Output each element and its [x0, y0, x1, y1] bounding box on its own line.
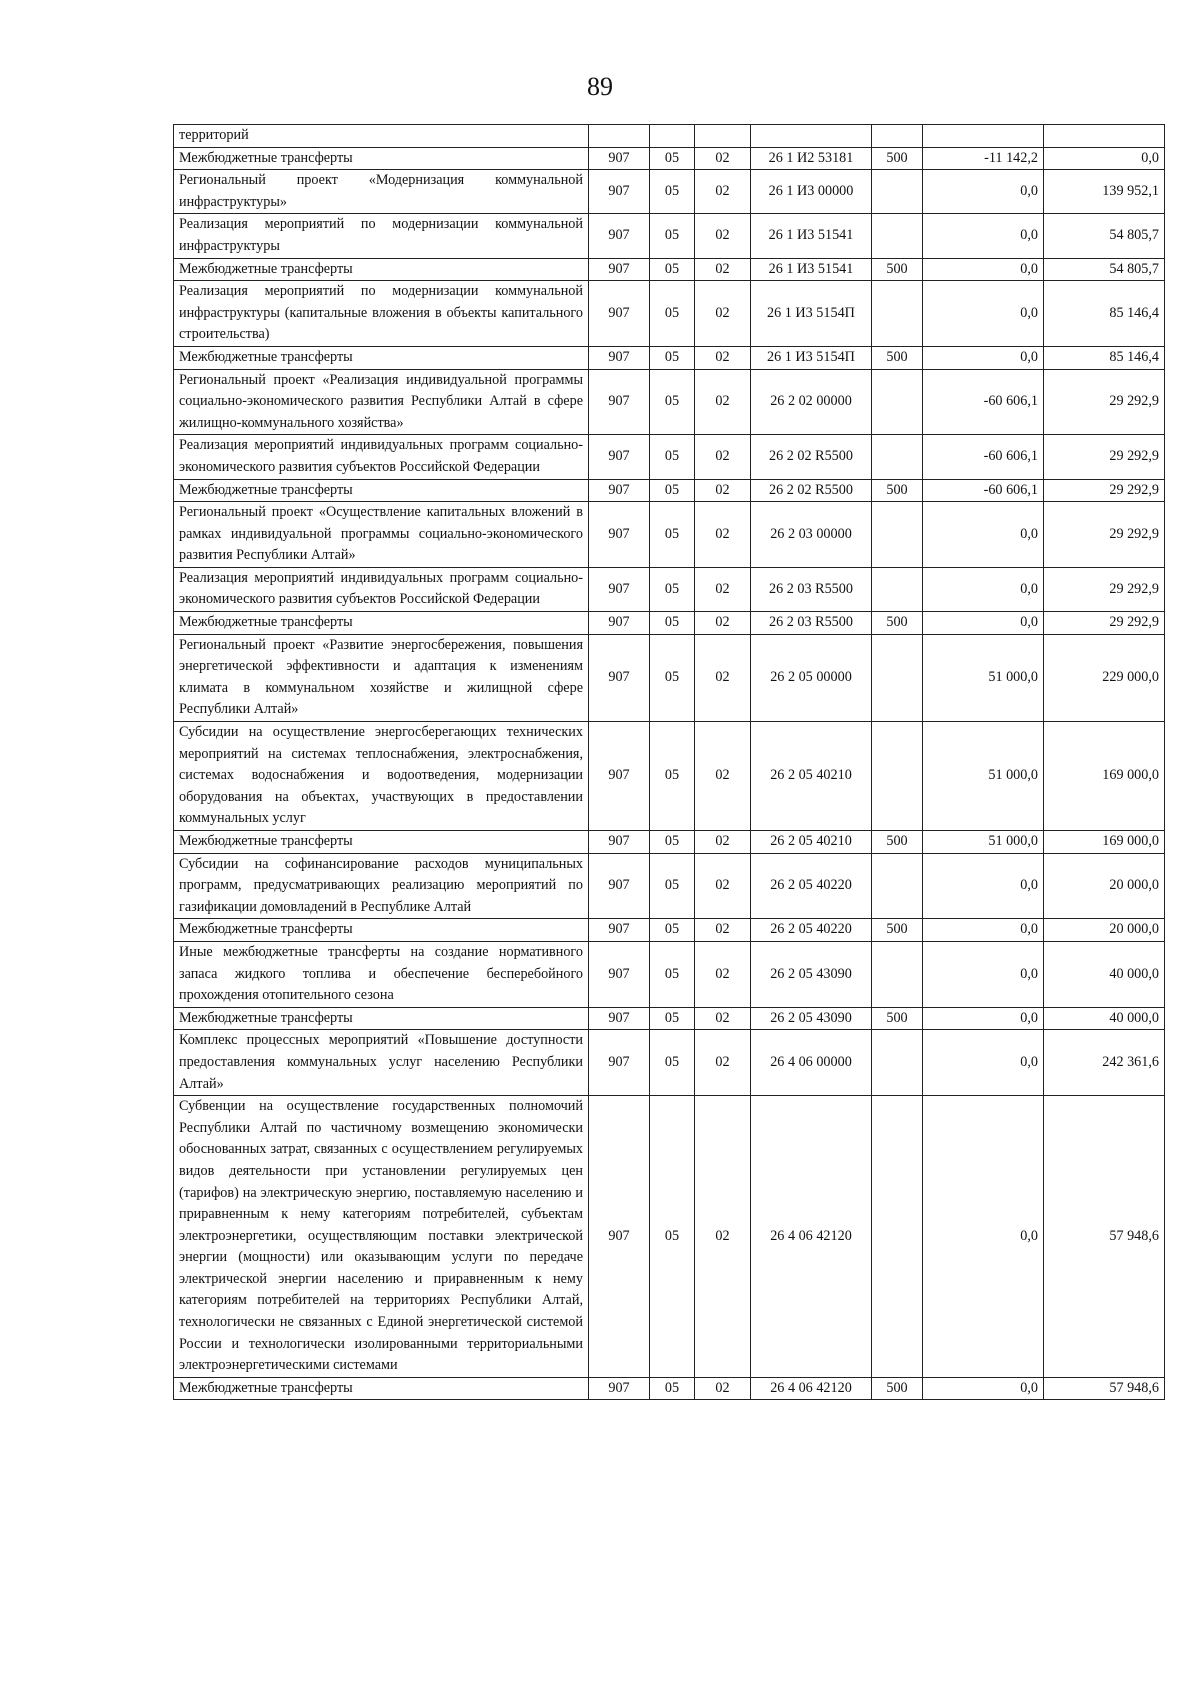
- table-row: [174, 1007, 1165, 1030]
- target-article-cell: 26 2 05 40210: [751, 831, 872, 854]
- target-article-cell: 26 1 И3 51541: [751, 258, 872, 281]
- section-code-cell: 05: [650, 1030, 695, 1096]
- target-article-cell: 26 2 05 43090: [751, 941, 872, 1007]
- admin-code-cell: 907: [589, 369, 650, 435]
- table-row: [174, 634, 1165, 721]
- section-code-cell: 05: [650, 853, 695, 919]
- subsection-code-cell: 02: [695, 831, 751, 854]
- table-row: [174, 435, 1165, 479]
- row-name-cell: Межбюджетные трансферты: [174, 831, 589, 854]
- amount-total-cell: 20 000,0: [1044, 919, 1165, 942]
- amount-change-cell: 0,0: [923, 346, 1044, 369]
- table-row: [174, 214, 1165, 258]
- section-code-cell: 05: [650, 214, 695, 258]
- target-article-cell: 26 1 И3 00000: [751, 170, 872, 214]
- amount-change-cell: 0,0: [923, 1377, 1044, 1400]
- admin-code-cell: 907: [589, 147, 650, 170]
- section-code-cell: 05: [650, 479, 695, 502]
- row-name-cell: Межбюджетные трансферты: [174, 346, 589, 369]
- table-row: [174, 941, 1165, 1007]
- amount-total-cell: 29 292,9: [1044, 502, 1165, 568]
- amount-total-cell: 20 000,0: [1044, 853, 1165, 919]
- table-row: [174, 170, 1165, 214]
- admin-code-cell: 907: [589, 214, 650, 258]
- target-article-cell: 26 2 03 R5500: [751, 612, 872, 635]
- subsection-code-cell: 02: [695, 1007, 751, 1030]
- row-name-cell: Комплекс процессных мероприятий «Повышение доступности предоставления коммунальных услуг населению Республики Алтай»: [174, 1030, 589, 1096]
- budget-table: [173, 124, 1165, 1400]
- admin-code-cell: 907: [589, 853, 650, 919]
- admin-code-cell: 907: [589, 170, 650, 214]
- target-article-cell: 26 2 05 40220: [751, 853, 872, 919]
- target-article-cell: 26 1 И3 5154П: [751, 281, 872, 347]
- amount-total-cell: 0,0: [1044, 147, 1165, 170]
- admin-code-cell: 907: [589, 1007, 650, 1030]
- table-row: [174, 853, 1165, 919]
- amount-total-cell: 85 146,4: [1044, 346, 1165, 369]
- amount-total-cell: 29 292,9: [1044, 612, 1165, 635]
- subsection-code-cell: 02: [695, 567, 751, 611]
- target-article-cell: 26 2 05 40210: [751, 722, 872, 831]
- amount-change-cell: -60 606,1: [923, 369, 1044, 435]
- amount-total-cell: 169 000,0: [1044, 831, 1165, 854]
- subsection-code-cell: 02: [695, 722, 751, 831]
- section-code-cell: [650, 125, 695, 148]
- target-article-cell: 26 2 03 00000: [751, 502, 872, 568]
- amount-change-cell: 0,0: [923, 612, 1044, 635]
- section-code-cell: 05: [650, 502, 695, 568]
- admin-code-cell: 907: [589, 1096, 650, 1378]
- section-code-cell: 05: [650, 147, 695, 170]
- admin-code-cell: 907: [589, 919, 650, 942]
- subsection-code-cell: 02: [695, 369, 751, 435]
- row-name-cell: Реализация мероприятий по модернизации коммунальной инфраструктуры (капитальные вложения в объекты капитального строительства): [174, 281, 589, 347]
- amount-change-cell: 0,0: [923, 567, 1044, 611]
- row-name-cell: Межбюджетные трансферты: [174, 612, 589, 635]
- amount-change-cell: 0,0: [923, 1007, 1044, 1030]
- subsection-code-cell: 02: [695, 1377, 751, 1400]
- target-article-cell: 26 4 06 42120: [751, 1096, 872, 1378]
- amount-total-cell: 40 000,0: [1044, 1007, 1165, 1030]
- admin-code-cell: 907: [589, 634, 650, 721]
- target-article-cell: 26 2 05 43090: [751, 1007, 872, 1030]
- amount-change-cell: 0,0: [923, 281, 1044, 347]
- expense-type-cell: [872, 1096, 923, 1378]
- admin-code-cell: 907: [589, 941, 650, 1007]
- section-code-cell: 05: [650, 919, 695, 942]
- row-name-cell: Межбюджетные трансферты: [174, 258, 589, 281]
- target-article-cell: 26 2 05 40220: [751, 919, 872, 942]
- amount-change-cell: 51 000,0: [923, 634, 1044, 721]
- subsection-code-cell: 02: [695, 435, 751, 479]
- table-row: [174, 612, 1165, 635]
- amount-change-cell: 0,0: [923, 919, 1044, 942]
- amount-total-cell: 229 000,0: [1044, 634, 1165, 721]
- row-name-cell: Межбюджетные трансферты: [174, 1007, 589, 1030]
- table-row: [174, 502, 1165, 568]
- table-row: [174, 369, 1165, 435]
- expense-type-cell: [872, 634, 923, 721]
- admin-code-cell: 907: [589, 567, 650, 611]
- amount-change-cell: 51 000,0: [923, 831, 1044, 854]
- amount-total-cell: 29 292,9: [1044, 479, 1165, 502]
- amount-total-cell: 242 361,6: [1044, 1030, 1165, 1096]
- table-row: [174, 125, 1165, 148]
- row-name-cell: Региональный проект «Реализация индивидуальной программы социально-экономического развития Республики Алтай в сфере жилищно-коммунального хозяйства»: [174, 369, 589, 435]
- table-row: [174, 258, 1165, 281]
- section-code-cell: 05: [650, 258, 695, 281]
- admin-code-cell: 907: [589, 479, 650, 502]
- row-name-cell: Межбюджетные трансферты: [174, 147, 589, 170]
- admin-code-cell: 907: [589, 612, 650, 635]
- row-name-cell: Иные межбюджетные трансферты на создание нормативного запаса жидкого топлива и обеспечение бесперебойного прохождения отопительного сезона: [174, 941, 589, 1007]
- section-code-cell: 05: [650, 369, 695, 435]
- table-row: [174, 479, 1165, 502]
- expense-type-cell: 500: [872, 147, 923, 170]
- amount-change-cell: 51 000,0: [923, 722, 1044, 831]
- row-name-cell: Региональный проект «Развитие энергосбережения, повышения энергетической эффективности и адаптация к изменениям климата в коммунальном хозяйстве и жилищной сфере Республики Алтай»: [174, 634, 589, 721]
- expense-type-cell: [872, 1030, 923, 1096]
- amount-change-cell: [923, 125, 1044, 148]
- table-row: [174, 722, 1165, 831]
- row-name-cell: Субсидии на осуществление энергосберегающих технических мероприятий на системах теплоснабжения, электроснабжения, системах водоснабжения и водоотведения, модернизации оборудования на объектах, участвующих в предоставлении коммунальных услуг: [174, 722, 589, 831]
- admin-code-cell: 907: [589, 346, 650, 369]
- expense-type-cell: [872, 214, 923, 258]
- subsection-code-cell: 02: [695, 634, 751, 721]
- table-row: [174, 147, 1165, 170]
- subsection-code-cell: 02: [695, 502, 751, 568]
- subsection-code-cell: 02: [695, 281, 751, 347]
- row-name-cell: Региональный проект «Осуществление капитальных вложений в рамках индивидуальной программы социально-экономического развития Республики Алтай»: [174, 502, 589, 568]
- section-code-cell: 05: [650, 435, 695, 479]
- expense-type-cell: 500: [872, 1377, 923, 1400]
- amount-total-cell: [1044, 125, 1165, 148]
- amount-total-cell: 85 146,4: [1044, 281, 1165, 347]
- subsection-code-cell: 02: [695, 346, 751, 369]
- expense-type-cell: 500: [872, 919, 923, 942]
- admin-code-cell: 907: [589, 258, 650, 281]
- amount-total-cell: 40 000,0: [1044, 941, 1165, 1007]
- expense-type-cell: 500: [872, 479, 923, 502]
- section-code-cell: 05: [650, 634, 695, 721]
- target-article-cell: 26 2 02 R5500: [751, 435, 872, 479]
- table-row: [174, 1030, 1165, 1096]
- row-name-cell: Межбюджетные трансферты: [174, 1377, 589, 1400]
- amount-total-cell: 29 292,9: [1044, 369, 1165, 435]
- amount-total-cell: 54 805,7: [1044, 214, 1165, 258]
- amount-change-cell: -60 606,1: [923, 435, 1044, 479]
- section-code-cell: 05: [650, 281, 695, 347]
- expense-type-cell: [872, 170, 923, 214]
- target-article-cell: 26 4 06 42120: [751, 1377, 872, 1400]
- table-row: [174, 1096, 1165, 1378]
- amount-total-cell: 57 948,6: [1044, 1096, 1165, 1378]
- amount-change-cell: -60 606,1: [923, 479, 1044, 502]
- section-code-cell: 05: [650, 722, 695, 831]
- subsection-code-cell: 02: [695, 612, 751, 635]
- subsection-code-cell: 02: [695, 147, 751, 170]
- target-article-cell: 26 1 И2 53181: [751, 147, 872, 170]
- row-name-cell: Субсидии на софинансирование расходов муниципальных программ, предусматривающих реализацию мероприятий по газификации домовладений в Республике Алтай: [174, 853, 589, 919]
- section-code-cell: 05: [650, 170, 695, 214]
- amount-change-cell: 0,0: [923, 941, 1044, 1007]
- amount-change-cell: 0,0: [923, 258, 1044, 281]
- expense-type-cell: [872, 941, 923, 1007]
- section-code-cell: 05: [650, 1377, 695, 1400]
- amount-change-cell: 0,0: [923, 214, 1044, 258]
- row-name-cell: Региональный проект «Модернизация коммунальной инфраструктуры»: [174, 170, 589, 214]
- admin-code-cell: 907: [589, 281, 650, 347]
- expense-type-cell: 500: [872, 831, 923, 854]
- table-row: [174, 567, 1165, 611]
- amount-change-cell: 0,0: [923, 853, 1044, 919]
- admin-code-cell: 907: [589, 1030, 650, 1096]
- table-row: [174, 346, 1165, 369]
- section-code-cell: 05: [650, 1007, 695, 1030]
- expense-type-cell: 500: [872, 258, 923, 281]
- expense-type-cell: [872, 435, 923, 479]
- admin-code-cell: 907: [589, 722, 650, 831]
- row-name-cell: территорий: [174, 125, 589, 148]
- amount-change-cell: 0,0: [923, 1030, 1044, 1096]
- section-code-cell: 05: [650, 346, 695, 369]
- amount-change-cell: -11 142,2: [923, 147, 1044, 170]
- subsection-code-cell: 02: [695, 170, 751, 214]
- target-article-cell: 26 2 02 R5500: [751, 479, 872, 502]
- subsection-code-cell: 02: [695, 919, 751, 942]
- row-name-cell: Реализация мероприятий индивидуальных программ социально-экономического развития субъектов Российской Федерации: [174, 435, 589, 479]
- amount-total-cell: 54 805,7: [1044, 258, 1165, 281]
- table-row: [174, 919, 1165, 942]
- amount-change-cell: 0,0: [923, 170, 1044, 214]
- page-number: 89: [587, 72, 613, 101]
- target-article-cell: [751, 125, 872, 148]
- amount-total-cell: 29 292,9: [1044, 567, 1165, 611]
- section-code-cell: 05: [650, 831, 695, 854]
- amount-total-cell: 169 000,0: [1044, 722, 1165, 831]
- expense-type-cell: [872, 281, 923, 347]
- row-name-cell: Субвенции на осуществление государственных полномочий Республики Алтай по частичному возмещению экономически обоснованных затрат, связанных с осуществлением регулируемых видов деятельности при установлении регулируемых цен (тарифов) на электрическую энергию, поставляемую населению и приравненным к нему категориям потребителей, субъектам электроэнергетики, осуществляющим поставки электрической энергии (мощности) или оказывающим услуги по передаче электрической энергии населению и приравненным к нему категориям потребителей на территориях Республики Алтай, технологически не связанных с Единой энергетической системой России и технологически изолированными территориальными электроэнергетическими системами: [174, 1096, 589, 1378]
- target-article-cell: 26 2 05 00000: [751, 634, 872, 721]
- admin-code-cell: 907: [589, 831, 650, 854]
- row-name-cell: Межбюджетные трансферты: [174, 479, 589, 502]
- section-code-cell: 05: [650, 567, 695, 611]
- amount-total-cell: 139 952,1: [1044, 170, 1165, 214]
- amount-total-cell: 29 292,9: [1044, 435, 1165, 479]
- table-body: [174, 125, 1165, 1400]
- expense-type-cell: 500: [872, 612, 923, 635]
- subsection-code-cell: 02: [695, 853, 751, 919]
- amount-total-cell: 57 948,6: [1044, 1377, 1165, 1400]
- target-article-cell: 26 2 03 R5500: [751, 567, 872, 611]
- subsection-code-cell: 02: [695, 258, 751, 281]
- row-name-cell: Реализация мероприятий по модернизации коммунальной инфраструктуры: [174, 214, 589, 258]
- target-article-cell: 26 2 02 00000: [751, 369, 872, 435]
- expense-type-cell: 500: [872, 346, 923, 369]
- section-code-cell: 05: [650, 612, 695, 635]
- subsection-code-cell: 02: [695, 479, 751, 502]
- table-row: [174, 1377, 1165, 1400]
- subsection-code-cell: 02: [695, 941, 751, 1007]
- target-article-cell: 26 1 И3 5154П: [751, 346, 872, 369]
- expense-type-cell: 500: [872, 1007, 923, 1030]
- subsection-code-cell: 02: [695, 1096, 751, 1378]
- section-code-cell: 05: [650, 941, 695, 1007]
- admin-code-cell: 907: [589, 435, 650, 479]
- expense-type-cell: [872, 722, 923, 831]
- admin-code-cell: 907: [589, 502, 650, 568]
- expense-type-cell: [872, 502, 923, 568]
- amount-change-cell: 0,0: [923, 1096, 1044, 1378]
- table-row: [174, 281, 1165, 347]
- subsection-code-cell: 02: [695, 1030, 751, 1096]
- admin-code-cell: 907: [589, 1377, 650, 1400]
- target-article-cell: 26 4 06 00000: [751, 1030, 872, 1096]
- row-name-cell: Межбюджетные трансферты: [174, 919, 589, 942]
- expense-type-cell: [872, 369, 923, 435]
- subsection-code-cell: [695, 125, 751, 148]
- expense-type-cell: [872, 567, 923, 611]
- row-name-cell: Реализация мероприятий индивидуальных программ социально-экономического развития субъектов Российской Федерации: [174, 567, 589, 611]
- table-row: [174, 831, 1165, 854]
- admin-code-cell: [589, 125, 650, 148]
- subsection-code-cell: 02: [695, 214, 751, 258]
- target-article-cell: 26 1 И3 51541: [751, 214, 872, 258]
- expense-type-cell: [872, 853, 923, 919]
- amount-change-cell: 0,0: [923, 502, 1044, 568]
- section-code-cell: 05: [650, 1096, 695, 1378]
- expense-type-cell: [872, 125, 923, 148]
